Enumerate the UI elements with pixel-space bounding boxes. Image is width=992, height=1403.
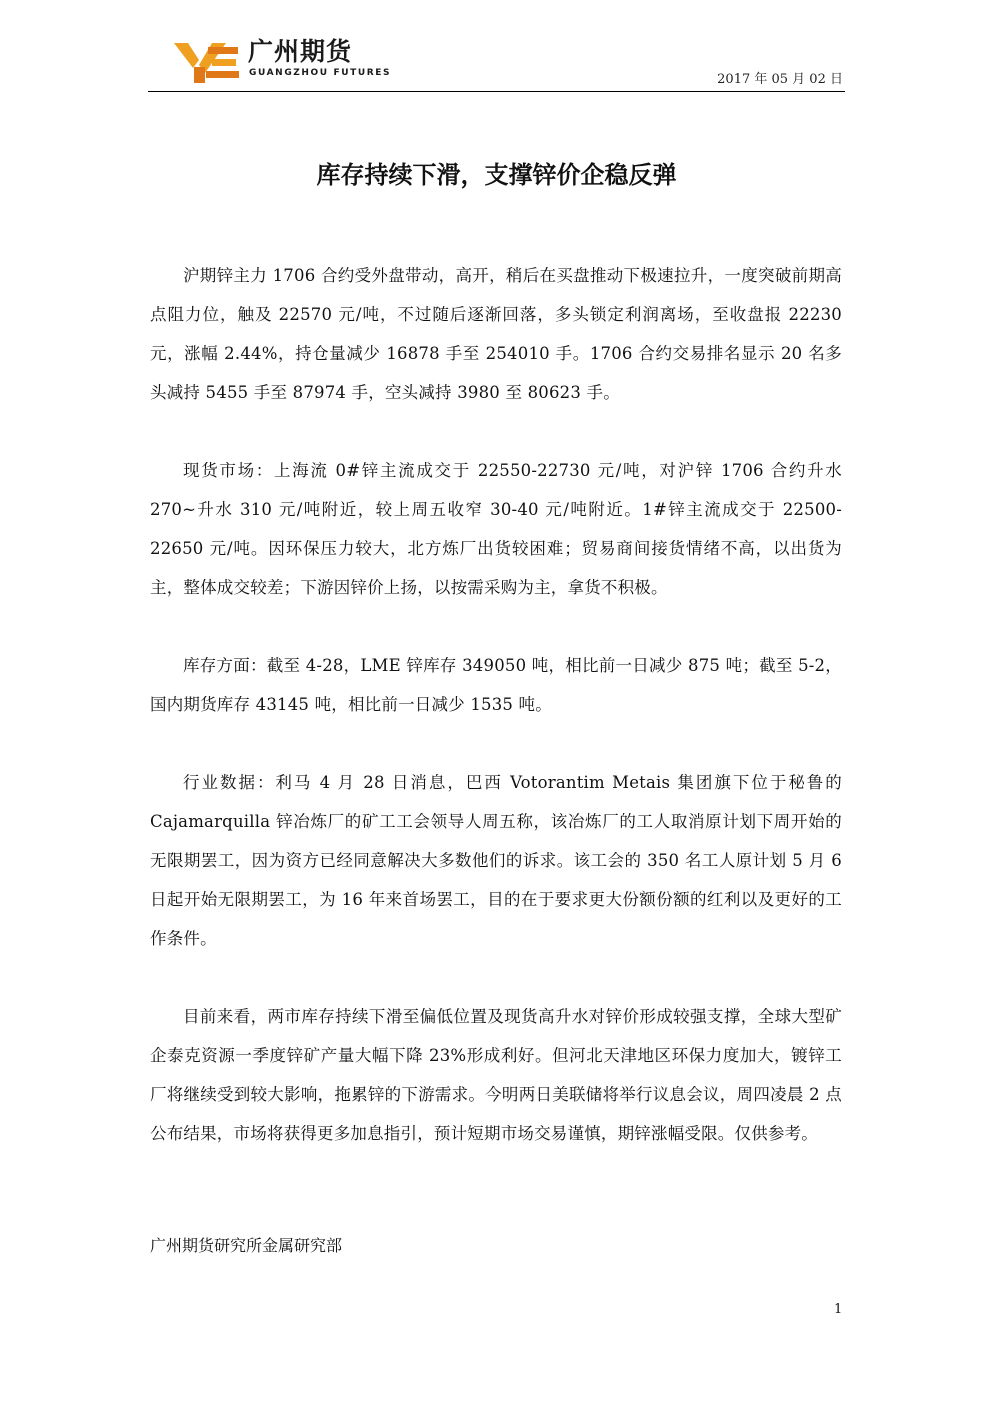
guangzhou-futures-logo-icon [174, 39, 240, 83]
paragraph-outlook: 目前来看，两市库存持续下滑至偏低位置及现货高升水对锌价形成较强支撑，全球大型矿企泰克资源一季度锌矿产量大幅下降 23%形成利好。但河北天津地区环保力度加大，镀锌工厂将继续受到较大影响，拖累锌的下游需求。今明两日美联储将举行议息会议，周四凌晨 2 点公布结果，市场将获得更多加息指引，预计短期市场交易谨慎，期锌涨幅受限。仅供参考。 [150, 1007, 842, 1143]
paragraph-futures-market: 沪期锌主力 1706 合约受外盘带动，高开，稍后在买盘推动下极速拉升，一度突破前期高点阻力位，触及 22570 元/吨，不过随后逐渐回落，多头锁定利润离场，至收盘报 22230 元，涨幅 2.44%，持仓量减少 16878 手至 254010 手。1706 合约交易排名显示 20 名多头减持 5455 手至 87974 手，空头减持 3980 至 80623 手。 [150, 266, 842, 402]
article-body [150, 256, 842, 1153]
page-number: 1 [834, 1302, 843, 1317]
report-date: 2017 年 05 月 02 日 [717, 72, 843, 87]
header-divider [148, 91, 845, 92]
paragraph-spot-market: 现货市场：上海流 0#锌主流成交于 22550-22730 元/吨，对沪锌 1706 合约升水 270~升水 310 元/吨附近，较上周五收窄 30-40 元/吨附近。1#锌主流成交于 22500-22650 元/吨。因环保压力较大，北方炼厂出货较困难；贸易商间接货情绪不高，以出货为主，整体成交较差；下游因锌价上扬，以按需采购为主，拿货不积极。 [150, 461, 842, 597]
logo-chinese-name: 广州期货 [248, 37, 353, 66]
page-header [148, 36, 845, 92]
article-title: 库存持续下滑，支撑锌价企稳反弹 [316, 161, 677, 189]
author-department: 广州期货研究所金属研究部 [150, 1236, 343, 1255]
logo-english-name: GUANGZHOU FUTURES [249, 68, 392, 78]
paragraph-inventory: 库存方面：截至 4-28，LME 锌库存 349050 吨，相比前一日减少 875 吨；截至 5-2，国内期货库存 43145 吨，相比前一日减少 1535 吨。 [150, 656, 842, 714]
paragraph-industry-data: 行业数据：利马 4 月 28 日消息，巴西 Votorantim Metais 集团旗下位于秘鲁的 Cajamarquilla 锌冶炼厂的矿工工会领导人周五称，该冶炼厂的工人取消原计划下周开始的无限期罢工，因为资方已经同意解决大多数他们的诉求。该工会的 350 名工人原计划 5 月 6 日起开始无限期罢工，为 16 年来首场罢工，目的在于要求更大份额份额的红利以及更好的工作条件。 [150, 773, 842, 948]
